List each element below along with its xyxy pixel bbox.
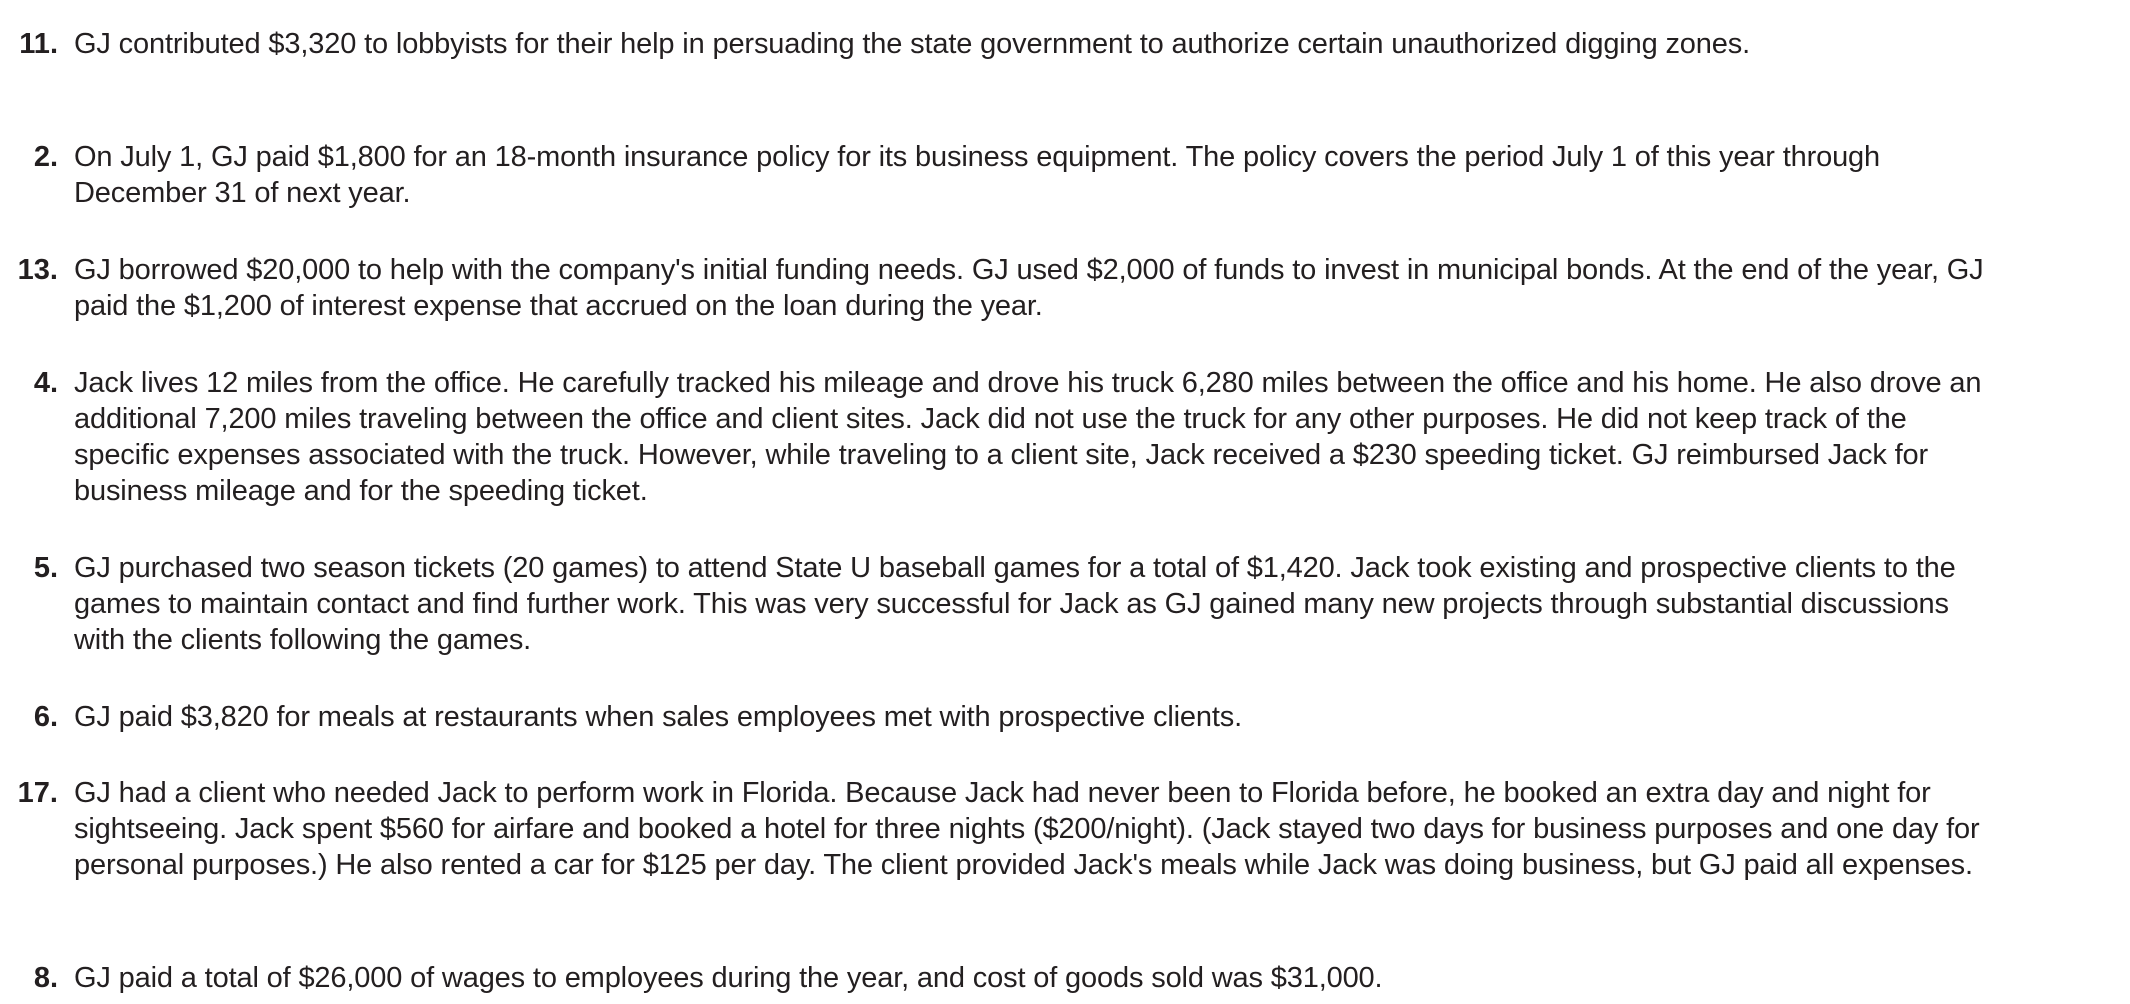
item-number: 17. <box>17 777 58 809</box>
item-text: GJ borrowed $20,000 to help with the company's initial funding needs. GJ used $2,000 of funds to invest in municipal bonds. At the end of the year, GJ paid the $1,200 of interest expense that accrued on the loan during the year. <box>74 254 1984 322</box>
item-text: GJ paid a total of $26,000 of wages to employees during the year, and cost of goods sold was $31,000. <box>74 962 1383 994</box>
item-text: GJ paid $3,820 for meals at restaurants when sales employees met with prospective clients. <box>74 701 1243 733</box>
item-number: 5. <box>33 552 58 584</box>
list-item <box>0 699 2130 735</box>
item-text: GJ had a client who needed Jack to perform work in Florida. Because Jack had never been to Florida before, he booked an extra day and night for sightseeing. Jack spent $560 for airfare and booked a hotel for three nights ($200/night). (Jack stayed two days for business purposes and one day for personal purposes.) He also rented a car for $125 per day. The client provided Jack's meals while Jack was doing business, but GJ paid all expenses. <box>74 777 1980 881</box>
item-number: 8. <box>33 962 58 994</box>
item-number: 4. <box>33 367 58 399</box>
item-number: 6. <box>33 701 58 733</box>
list-item <box>0 775 2130 883</box>
item-text: GJ purchased two season tickets (20 games) to attend State U baseball games for a total of $1,420. Jack took existing and prospective clients to the games to maintain contact and find further work. This was very successful for Jack as GJ gained many new projects through substantial discussions with the clients following the games. <box>74 552 1956 656</box>
list-item <box>0 26 2130 62</box>
item-number: 13. <box>17 254 58 286</box>
list-item <box>0 252 2130 324</box>
list-item <box>0 139 2130 211</box>
item-number: 2. <box>33 141 58 173</box>
item-text: On July 1, GJ paid $1,800 for an 18-month insurance policy for its business equipment. The policy covers the period July 1 of this year through December 31 of next year. <box>74 141 1881 209</box>
item-number: 11. <box>19 28 58 60</box>
item-text: Jack lives 12 miles from the office. He carefully tracked his mileage and drove his truck 6,280 miles between the office and his home. He also drove an additional 7,200 miles traveling between the office and client sites. Jack did not use the truck for any other purposes. He did not keep track of the specific expenses associated with the truck. However, while traveling to a client site, Jack received a $230 speeding ticket. GJ reimbursed Jack for business mileage and for the speeding ticket. <box>74 367 1982 507</box>
list-item <box>0 365 2130 509</box>
item-text: GJ contributed $3,320 to lobbyists for their help in persuading the state government to authorize certain unauthorized digging zones. <box>74 28 1750 60</box>
list-item <box>0 960 2130 996</box>
list-item <box>0 550 2130 658</box>
